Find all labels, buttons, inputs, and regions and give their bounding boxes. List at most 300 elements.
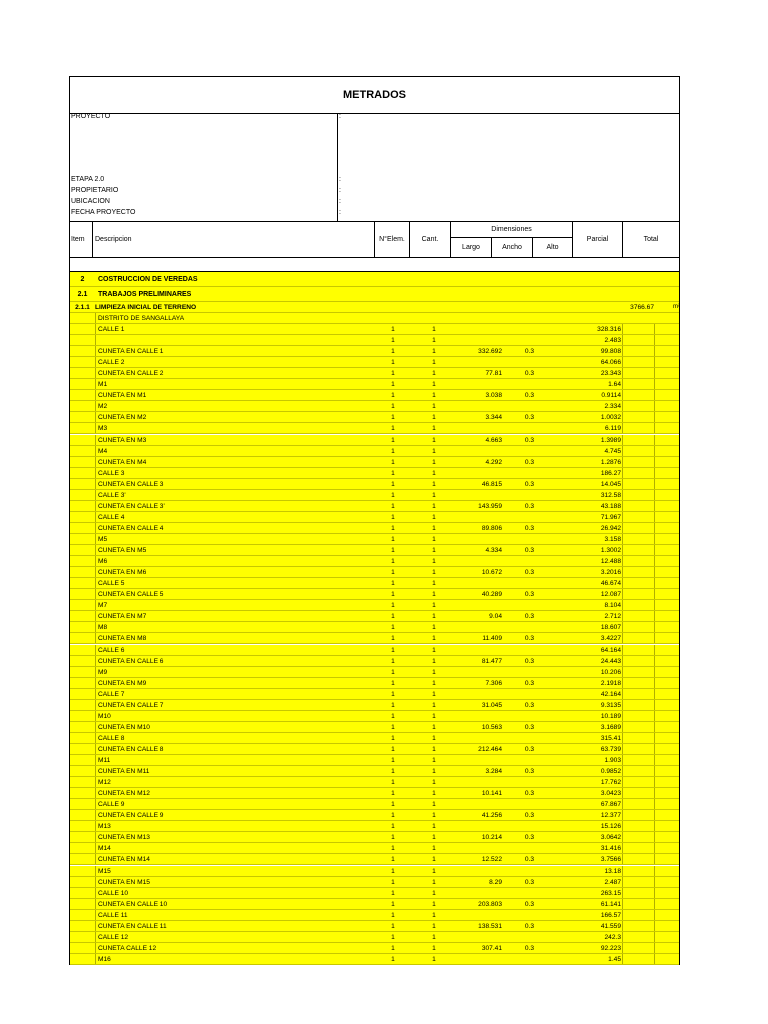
table-row (70, 744, 679, 755)
table-row (70, 412, 679, 423)
row-ancho: 0.3 (524, 613, 534, 621)
row-description: CUNETA EN M15 (98, 878, 150, 886)
row-n-elem: 1 (391, 337, 395, 344)
row-largo: 89.806 (481, 524, 502, 532)
subtitle-total: 3766.67 (630, 304, 654, 311)
row-cant: 1 (432, 524, 436, 532)
row-largo: 10.141 (481, 790, 502, 798)
row-parcial: 12.377 (600, 812, 621, 820)
row-ancho (492, 468, 538, 478)
row-ancho: 0.3 (524, 745, 534, 753)
row-cant: 1 (432, 513, 436, 521)
row-parcial: 43.188 (600, 502, 621, 510)
row-ancho (492, 324, 538, 334)
table-row (70, 490, 679, 501)
row-largo: 4.292 (485, 458, 502, 466)
row-n-elem: 1 (391, 558, 395, 566)
row-cant: 1 (432, 801, 436, 809)
row-cant: 1 (432, 911, 436, 919)
row-n-elem: 1 (391, 679, 395, 687)
row-parcial: 1.903 (604, 757, 621, 764)
row-largo: 3.344 (485, 414, 502, 422)
row-largo: 10.214 (481, 834, 502, 842)
table-row (70, 622, 679, 633)
row-cant: 1 (432, 602, 436, 610)
row-parcial: 61.141 (600, 900, 621, 908)
row-ancho: 0.3 (524, 635, 534, 643)
row-cant: 1 (432, 370, 436, 378)
row-cant: 1 (432, 657, 436, 665)
row-largo: 9.04 (489, 613, 502, 621)
row-description: M11 (98, 757, 111, 764)
table-row (70, 501, 679, 512)
row-n-elem: 1 (391, 425, 395, 433)
row-parcial: 1.45 (608, 955, 621, 963)
table-row (70, 788, 679, 799)
row-parcial: 3.0642 (600, 834, 621, 842)
row-description: CALLE 3 (98, 469, 125, 477)
row-cant: 1 (432, 359, 436, 367)
table-row (70, 578, 679, 589)
row-description: M16 (98, 955, 111, 963)
row-n-elem: 1 (391, 834, 395, 842)
row-n-elem: 1 (391, 635, 395, 643)
table-row (70, 390, 679, 401)
row-cant: 1 (432, 679, 436, 687)
row-parcial: 15.126 (600, 823, 621, 831)
row-ancho (492, 622, 538, 632)
row-cant: 1 (432, 668, 436, 676)
row-ancho (492, 777, 538, 787)
row-description: CALLE 2 (98, 359, 125, 367)
row-cant: 1 (432, 591, 436, 599)
table-row (70, 888, 679, 899)
table-row (70, 799, 679, 810)
header-alto: Alto (532, 238, 572, 257)
table-row (70, 678, 679, 689)
table-row (70, 379, 679, 390)
row-parcial: 71.967 (600, 513, 621, 521)
row-description: CUNETA EN CALLE 6 (98, 657, 164, 665)
row-largo: 8.29 (489, 878, 502, 886)
row-n-elem: 1 (391, 381, 395, 389)
row-parcial: 3.0423 (600, 790, 621, 798)
table-row (70, 711, 679, 722)
row-parcial: 263.15 (600, 889, 621, 897)
row-largo: 11.409 (482, 635, 502, 643)
row-description: CUNETA EN CALLE 7 (98, 701, 164, 709)
row-description: M12 (98, 779, 111, 787)
row-cant: 1 (432, 502, 436, 510)
row-description: CALLE 1 (98, 326, 125, 333)
row-cant: 1 (432, 635, 436, 643)
row-largo: 4.334 (485, 547, 502, 554)
row-description (98, 335, 368, 345)
row-parcial: 1.0032 (600, 414, 621, 422)
row-cant: 1 (432, 624, 436, 632)
row-n-elem: 1 (391, 491, 395, 499)
row-largo: 77.81 (485, 370, 502, 378)
row-cant: 1 (432, 436, 436, 444)
row-ancho (492, 490, 538, 500)
row-largo: 81.477 (481, 657, 502, 665)
row-n-elem: 1 (391, 513, 395, 521)
row-description: CUNETA EN CALLE 10 (98, 900, 168, 908)
row-parcial: 0.9852 (600, 768, 621, 775)
row-description: CUNETA EN CALLE 8 (98, 745, 164, 753)
row-n-elem: 1 (391, 480, 395, 488)
section-row (70, 287, 679, 302)
row-n-elem: 1 (391, 326, 395, 333)
row-largo: 46.815 (481, 480, 502, 488)
row-parcial: 2.1918 (600, 679, 621, 687)
row-cant: 1 (432, 834, 436, 842)
table-row (70, 479, 679, 490)
row-description: CALLE 7 (98, 690, 125, 698)
row-n-elem: 1 (391, 745, 395, 753)
table-row (70, 324, 679, 335)
info-value-propietario: : (339, 187, 341, 194)
row-largo: 41.256 (481, 812, 502, 820)
row-n-elem: 1 (391, 867, 395, 875)
row-n-elem: 1 (391, 624, 395, 632)
row-n-elem: 1 (391, 502, 395, 510)
subtitle-unit: m² (673, 304, 680, 310)
table-row (70, 667, 679, 678)
row-parcial: 1.3002 (600, 547, 621, 554)
row-description: M4 (98, 447, 108, 455)
row-cant: 1 (432, 955, 436, 963)
table-row (70, 368, 679, 379)
row-n-elem: 1 (391, 922, 395, 930)
table-row (70, 534, 679, 545)
table-row (70, 401, 679, 412)
row-cant: 1 (432, 944, 436, 952)
info-label-proyecto: PROYECTO (71, 113, 111, 120)
row-cant: 1 (432, 569, 436, 577)
row-description: M10 (98, 712, 111, 720)
table-row (70, 766, 679, 777)
row-cant: 1 (432, 348, 436, 356)
row-description: M8 (98, 624, 108, 632)
header-dimensiones: Dimensiones (450, 221, 572, 238)
table-row (70, 777, 679, 788)
row-description: CALLE 6 (98, 646, 125, 654)
info-value-fecha: : (339, 209, 341, 216)
table-row (70, 457, 679, 468)
row-description: CUNETA EN CALLE 9 (98, 812, 164, 820)
row-parcial: 64.164 (600, 646, 621, 654)
district-row (70, 313, 679, 324)
header-n-elem: N°Elem. (374, 221, 409, 257)
table-row (70, 589, 679, 600)
table-row (70, 943, 679, 954)
row-ancho (492, 821, 538, 831)
row-parcial: 1.64 (608, 381, 621, 389)
row-parcial: 2.483 (604, 337, 621, 344)
row-n-elem: 1 (391, 768, 395, 775)
row-largo: 3.038 (485, 392, 502, 400)
row-description: CUNETA EN M14 (98, 856, 150, 864)
row-description: CALLE 3' (98, 491, 126, 499)
row-ancho: 0.3 (524, 502, 534, 510)
row-ancho (492, 866, 538, 876)
metrados-sheet (69, 76, 680, 965)
row-n-elem: 1 (391, 911, 395, 919)
row-largo: 3.284 (485, 768, 502, 775)
row-description: M7 (98, 602, 108, 610)
table-row (70, 545, 679, 556)
row-largo: 138.531 (478, 922, 502, 930)
row-cant: 1 (432, 403, 436, 411)
table-row (70, 854, 679, 865)
row-description: CUNETA CALLE 12 (98, 944, 157, 952)
info-value-ubicacion: : (339, 198, 341, 205)
row-n-elem: 1 (391, 348, 395, 356)
row-cant: 1 (432, 337, 436, 344)
table-row (70, 810, 679, 821)
row-ancho: 0.3 (524, 458, 534, 466)
row-parcial: 12.087 (600, 591, 621, 599)
row-n-elem: 1 (391, 690, 395, 698)
row-description: CUNETA EN M13 (98, 834, 150, 842)
row-cant: 1 (432, 458, 436, 466)
row-ancho: 0.3 (524, 569, 534, 577)
row-ancho (492, 711, 538, 721)
row-ancho (492, 755, 538, 765)
row-ancho: 0.3 (524, 790, 534, 798)
table-row (70, 899, 679, 910)
row-description: CUNETA EN CALLE 4 (98, 524, 164, 532)
row-description: CUNETA EN CALLE 3 (98, 480, 164, 488)
row-parcial: 10.206 (600, 668, 621, 676)
section-item: 2 (80, 276, 85, 283)
row-n-elem: 1 (391, 580, 395, 588)
row-parcial: 0.9114 (601, 392, 621, 400)
row-n-elem: 1 (391, 370, 395, 378)
row-n-elem: 1 (391, 392, 395, 400)
info-label-etapa: ETAPA 2.0 (71, 176, 105, 183)
row-cant: 1 (432, 933, 436, 941)
row-ancho (492, 556, 538, 566)
row-description: CALLE 12 (98, 933, 129, 941)
row-cant: 1 (432, 326, 436, 333)
row-cant: 1 (432, 712, 436, 720)
row-parcial: 63.739 (600, 745, 621, 753)
row-description: CUNETA EN CALLE 1 (98, 348, 164, 356)
row-parcial: 3.4227 (600, 635, 621, 643)
row-cant: 1 (432, 745, 436, 753)
row-ancho: 0.3 (524, 856, 534, 864)
row-n-elem: 1 (391, 845, 395, 853)
table-row (70, 600, 679, 611)
row-cant: 1 (432, 558, 436, 566)
row-ancho (492, 512, 538, 522)
row-parcial: 92.223 (600, 944, 621, 952)
row-description: CUNETA EN M7 (98, 613, 147, 621)
row-n-elem: 1 (391, 524, 395, 532)
row-parcial: 13.18 (604, 867, 621, 875)
row-parcial: 186.27 (600, 469, 621, 477)
row-n-elem: 1 (391, 757, 395, 764)
row-cant: 1 (432, 646, 436, 654)
row-n-elem: 1 (391, 701, 395, 709)
table-row (70, 523, 679, 534)
row-ancho: 0.3 (524, 878, 534, 886)
row-parcial: 67.867 (600, 801, 621, 809)
row-ancho: 0.3 (524, 723, 534, 731)
table-row (70, 866, 679, 877)
row-cant: 1 (432, 867, 436, 875)
row-cant: 1 (432, 812, 436, 820)
sheet-title: METRADOS (70, 77, 679, 114)
row-n-elem: 1 (391, 403, 395, 411)
info-divider (337, 113, 338, 221)
row-cant: 1 (432, 613, 436, 621)
row-largo: 7.306 (485, 679, 502, 687)
row-parcial: 26.942 (600, 524, 621, 532)
row-ancho: 0.3 (524, 591, 534, 599)
row-parcial: 4.745 (604, 447, 621, 455)
row-cant: 1 (432, 580, 436, 588)
table-row (70, 689, 679, 700)
row-parcial: 1.3989 (600, 436, 621, 444)
row-description: CUNETA EN CALLE 2 (98, 370, 164, 378)
row-ancho (492, 932, 538, 942)
subtitle-item: 2.1.1 (75, 304, 90, 311)
table-row (70, 700, 679, 711)
row-description: CUNETA EN M6 (98, 569, 147, 577)
row-description: CUNETA EN M3 (98, 436, 147, 444)
row-parcial: 3.1689 (600, 723, 621, 731)
row-ancho (492, 954, 538, 964)
row-ancho: 0.3 (524, 679, 534, 687)
row-cant: 1 (432, 734, 436, 742)
row-ancho (492, 423, 538, 433)
row-ancho (492, 600, 538, 610)
row-n-elem: 1 (391, 668, 395, 676)
row-largo: 40.289 (481, 591, 502, 599)
row-ancho (492, 379, 538, 389)
section-row (70, 272, 679, 287)
row-parcial: 12.488 (600, 558, 621, 566)
row-n-elem: 1 (391, 447, 395, 455)
table-row (70, 921, 679, 932)
row-ancho: 0.3 (524, 701, 534, 709)
row-n-elem: 1 (391, 779, 395, 787)
row-cant: 1 (432, 536, 436, 543)
row-ancho: 0.3 (524, 657, 534, 665)
row-ancho: 0.3 (524, 524, 534, 532)
row-cant: 1 (432, 480, 436, 488)
subtitle-row (70, 302, 679, 313)
row-largo: 307.41 (481, 944, 502, 952)
row-cant: 1 (432, 790, 436, 798)
row-n-elem: 1 (391, 469, 395, 477)
row-parcial: 6.119 (604, 425, 621, 433)
row-n-elem: 1 (391, 812, 395, 820)
row-largo: 203.803 (478, 900, 502, 908)
row-n-elem: 1 (391, 856, 395, 864)
row-cant: 1 (432, 414, 436, 422)
header-ancho: Ancho (491, 238, 532, 257)
row-ancho: 0.3 (524, 348, 534, 356)
row-ancho: 0.3 (524, 768, 534, 775)
row-largo: 212.464 (478, 745, 502, 753)
row-parcial: 2.334 (604, 403, 621, 411)
header-item: Item (71, 235, 85, 243)
row-cant: 1 (432, 900, 436, 908)
row-ancho (492, 910, 538, 920)
row-parcial: 9.3135 (600, 701, 621, 709)
row-ancho (492, 645, 538, 655)
row-ancho (492, 401, 538, 411)
section-desc: TRABAJOS PRELIMINARES (98, 291, 192, 298)
row-description: CALLE 8 (98, 734, 125, 742)
row-description: CUNETA EN M8 (98, 635, 147, 643)
info-label-propietario: PROPIETARIO (71, 187, 119, 194)
row-ancho: 0.3 (524, 414, 534, 422)
row-n-elem: 1 (391, 712, 395, 720)
table-row (70, 567, 679, 578)
row-ancho: 0.3 (524, 922, 534, 930)
row-n-elem: 1 (391, 458, 395, 466)
row-n-elem: 1 (391, 933, 395, 941)
row-n-elem: 1 (391, 657, 395, 665)
row-cant: 1 (432, 547, 436, 554)
row-parcial: 42.164 (600, 690, 621, 698)
row-ancho (492, 446, 538, 456)
row-description: CUNETA EN CALLE 3' (98, 502, 165, 510)
row-parcial: 3.7566 (600, 856, 621, 864)
table-row (70, 423, 679, 434)
row-ancho: 0.3 (524, 370, 534, 378)
row-description: CALLE 11 (98, 911, 128, 919)
row-description: M14 (98, 845, 111, 853)
row-ancho (492, 534, 538, 544)
row-largo: 10.563 (481, 723, 502, 731)
table-row (70, 755, 679, 766)
row-description: CUNETA EN M10 (98, 723, 150, 731)
row-cant: 1 (432, 723, 436, 731)
row-cant: 1 (432, 690, 436, 698)
row-n-elem: 1 (391, 801, 395, 809)
row-parcial: 99.808 (600, 348, 621, 356)
header-spacer (70, 257, 679, 272)
row-parcial: 41.559 (600, 922, 621, 930)
table-row (70, 346, 679, 357)
row-ancho: 0.3 (524, 812, 534, 820)
row-n-elem: 1 (391, 436, 395, 444)
table-row (70, 877, 679, 888)
row-parcial: 2.712 (604, 613, 621, 621)
row-parcial: 10.189 (600, 712, 621, 720)
row-description: M13 (98, 823, 111, 831)
row-n-elem: 1 (391, 359, 395, 367)
project-info (70, 113, 679, 222)
row-description: M2 (98, 403, 108, 411)
table-row (70, 656, 679, 667)
row-cant: 1 (432, 447, 436, 455)
row-parcial: 17.762 (600, 779, 621, 787)
row-cant: 1 (432, 878, 436, 886)
table-row (70, 435, 679, 446)
header-total: Total (622, 221, 679, 257)
row-cant: 1 (432, 381, 436, 389)
header-parcial: Parcial (572, 221, 622, 257)
district-label: DISTRITO DE SANGALLAYA (98, 315, 185, 322)
row-largo: 332.692 (478, 348, 502, 356)
